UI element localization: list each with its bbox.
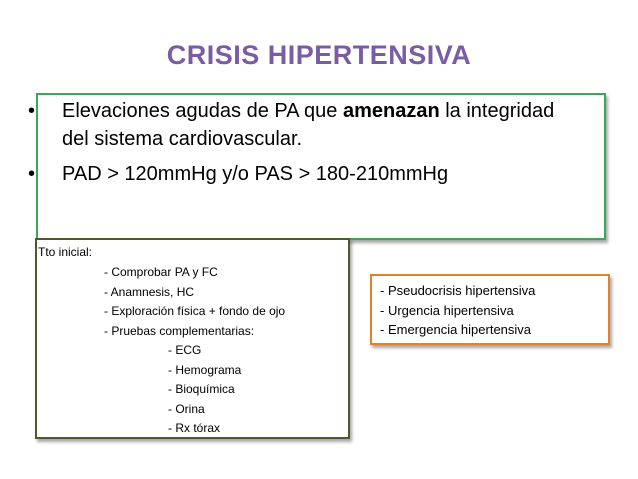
initial-treatment-title: Tto inicial: xyxy=(38,245,93,259)
bullet-item-criteria xyxy=(20,160,580,188)
crisis-type-item: - Emergencia hipertensiva xyxy=(380,322,532,337)
main-bullet-list xyxy=(20,97,580,195)
initial-treatment-list xyxy=(0,263,285,439)
bullet-marker: • xyxy=(28,163,36,185)
test-item: - Orina xyxy=(168,401,205,416)
bullet-text-pre: Elevaciones agudas de PA que xyxy=(62,100,343,122)
crisis-type-item: - Pseudocrisis hipertensiva xyxy=(380,283,536,298)
bullet-text-post: la integridad del sistema cardiovascular. xyxy=(62,100,555,150)
test-item: - Bioquímica xyxy=(168,382,235,396)
test-item: - ECG xyxy=(168,343,202,357)
bullet-marker: • xyxy=(28,100,36,122)
crisis-type-item: - Urgencia hipertensiva xyxy=(380,302,514,318)
treatment-item: - Exploración física + fondo de ojo xyxy=(104,304,286,318)
treatment-item: - Comprobar PA y FC xyxy=(104,265,218,279)
crisis-types-list xyxy=(380,281,608,340)
bullet-text-bold: amenazan xyxy=(342,100,440,122)
treatment-item: - Pruebas complementarias: xyxy=(104,323,255,338)
slide-title: CRISIS HIPERTENSIVA xyxy=(166,40,472,70)
bullet-item-definition xyxy=(20,97,580,153)
bullet-text-criteria: PAD > 120mmHg y/o PAS > 180-210mmHg xyxy=(62,163,449,185)
treatment-item: - Anamnesis, HC xyxy=(104,284,195,299)
test-item: - Hemograma xyxy=(168,362,242,377)
test-item: - Rx tórax xyxy=(168,421,221,435)
crisis-types-box xyxy=(370,274,610,345)
